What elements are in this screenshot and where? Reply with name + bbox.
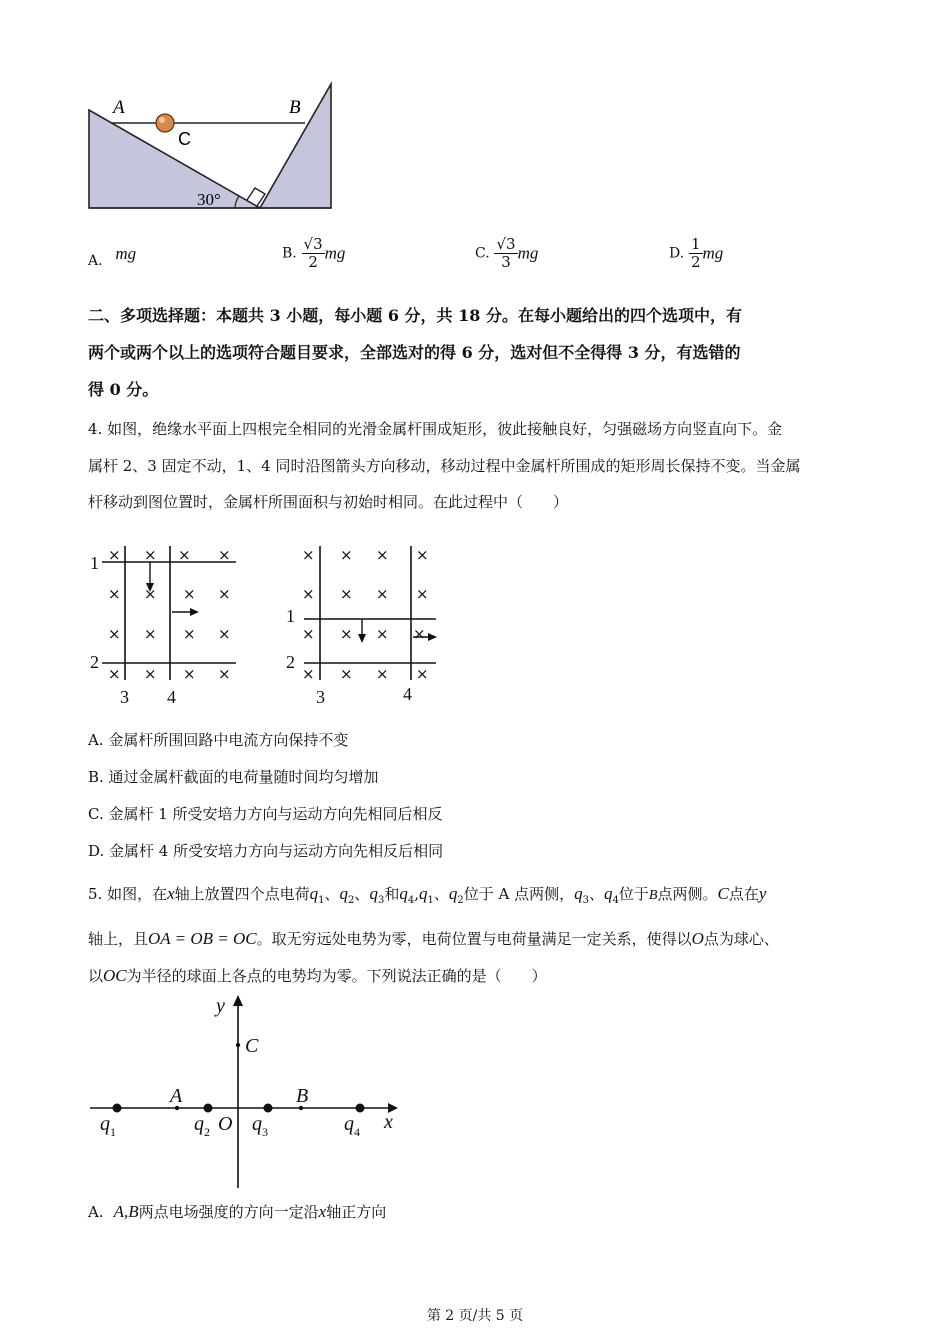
svg-text:×: × bbox=[340, 665, 353, 683]
svg-text:×: × bbox=[376, 665, 389, 683]
svg-text:×: × bbox=[218, 665, 231, 683]
charge-q4 bbox=[356, 1104, 365, 1113]
charge-q3 bbox=[264, 1104, 273, 1113]
svg-text:×: × bbox=[183, 585, 196, 603]
q4-option-a[interactable]: A. 金属杆所围回路中电流方向保持不变 bbox=[88, 731, 349, 749]
svg-text:×: × bbox=[108, 546, 121, 564]
svg-text:×: × bbox=[218, 585, 231, 603]
svg-text:×: × bbox=[376, 546, 389, 564]
q5-option-a[interactable]: A. A,B两点电场强度的方向一定沿x轴正方向 bbox=[88, 1202, 387, 1221]
svg-text:×: × bbox=[416, 665, 429, 683]
q4-option-c[interactable]: C. 金属杆 1 所受安培力方向与运动方向先相同后相反 bbox=[88, 805, 443, 823]
svg-text:B: B bbox=[296, 1085, 309, 1107]
q3-option-a[interactable]: A. mg bbox=[88, 244, 137, 269]
label-a: A bbox=[113, 97, 125, 118]
label-c: C bbox=[178, 129, 191, 149]
svg-text:2: 2 bbox=[286, 652, 295, 672]
svg-text:×: × bbox=[144, 625, 157, 643]
ball bbox=[156, 114, 174, 132]
svg-text:3: 3 bbox=[120, 687, 129, 707]
left-wedge bbox=[89, 110, 260, 208]
svg-text:×: × bbox=[340, 625, 353, 643]
option-c-fraction: $\frac{√3}{3}$ bbox=[496, 235, 516, 271]
label-angle: 30° bbox=[197, 190, 221, 209]
charge-q2 bbox=[204, 1104, 213, 1113]
svg-text:×: × bbox=[183, 625, 196, 643]
svg-text:×: × bbox=[302, 625, 315, 643]
svg-text:×: × bbox=[218, 546, 231, 564]
svg-text:C: C bbox=[245, 1035, 259, 1057]
q5-line1: 5. 如图，在x轴上放置四个点电荷$q_1$、$q_2$、$q_3$和$q_4,q_1$、$q_2$位于 A 点两侧，$q_3$、$q_4$位于B点两侧。C点在y bbox=[88, 884, 767, 906]
rods-figure bbox=[88, 540, 448, 710]
svg-text:2: 2 bbox=[204, 1125, 210, 1139]
q3-option-c[interactable]: C. $\frac{√3}{3}$ mg bbox=[475, 235, 539, 271]
q3-option-d[interactable]: D. $\frac{1}{2}$ mg bbox=[669, 235, 724, 271]
q4-option-b[interactable]: B. 通过金属杆截面的电荷量随时间均匀增加 bbox=[88, 768, 379, 786]
point-c bbox=[236, 1043, 240, 1047]
svg-text:×: × bbox=[413, 625, 426, 643]
q5-line2: 轴上，且OA = OB = OC。取无穷远处电势为零，电荷位置与电荷量满足一定关系，使得以O点为球心、 bbox=[88, 929, 779, 948]
svg-text:×: × bbox=[183, 665, 196, 683]
svg-text:×: × bbox=[376, 585, 389, 603]
svg-text:O: O bbox=[218, 1113, 233, 1135]
svg-text:×: × bbox=[218, 625, 231, 643]
svg-text:1: 1 bbox=[110, 1125, 116, 1139]
svg-text:×: × bbox=[302, 665, 315, 683]
svg-text:x: x bbox=[384, 1111, 393, 1133]
svg-text:q: q bbox=[252, 1113, 262, 1135]
svg-text:2: 2 bbox=[90, 652, 99, 672]
page-footer: 第 2 页/共 5 页 bbox=[426, 1308, 524, 1324]
svg-text:×: × bbox=[302, 585, 315, 603]
incline-figure bbox=[85, 80, 340, 215]
svg-text:3: 3 bbox=[262, 1125, 268, 1139]
svg-text:×: × bbox=[108, 665, 121, 683]
svg-text:×: × bbox=[144, 585, 157, 603]
charge-q1 bbox=[113, 1104, 122, 1113]
svg-text:y: y bbox=[216, 995, 225, 1017]
q4-line3: 杆移动到图位置时，金属杆所围面积与初始时相同。在此过程中（ ） bbox=[88, 493, 569, 511]
label-b: B bbox=[289, 97, 301, 118]
rods-initial bbox=[90, 546, 236, 707]
q4-option-d[interactable]: D. 金属杆 4 所受安培力方向与运动方向先相反后相同 bbox=[88, 842, 444, 860]
svg-text:×: × bbox=[108, 585, 121, 603]
option-b-fraction: $\frac{√3}{2}$ bbox=[303, 235, 323, 271]
section2-line2: 两个或两个以上的选项符合题目要求，全部选对的得 6 分，选对但不全得得 3 分，有选错的 bbox=[88, 343, 741, 362]
svg-text:q: q bbox=[344, 1113, 354, 1135]
svg-text:q: q bbox=[100, 1113, 110, 1135]
svg-text:3: 3 bbox=[316, 687, 325, 707]
svg-text:1: 1 bbox=[90, 553, 99, 573]
q5-line3: 以OC为半径的球面上各点的电势均为零。下列说法正确的是（ ） bbox=[88, 966, 547, 985]
svg-text:×: × bbox=[302, 546, 315, 564]
svg-text:q: q bbox=[194, 1113, 204, 1135]
svg-text:A: A bbox=[170, 1085, 183, 1107]
svg-text:4: 4 bbox=[167, 687, 176, 707]
svg-text:1: 1 bbox=[286, 606, 295, 626]
svg-text:4: 4 bbox=[354, 1125, 360, 1139]
svg-text:×: × bbox=[108, 625, 121, 643]
svg-text:×: × bbox=[178, 546, 191, 564]
charges-axis-figure bbox=[88, 990, 408, 1190]
svg-text:×: × bbox=[340, 585, 353, 603]
section2-line1: 二、多项选择题：本题共 3 小题，每小题 6 分，共 18 分。在每小题给出的四个选项中，有 bbox=[88, 306, 742, 325]
option-a-math: mg bbox=[115, 244, 137, 263]
q4-line1: 4. 如图，绝缘水平面上四根完全相同的光滑金属杆围成矩形，彼此接触良好，匀强磁场方向竖直向下。金 bbox=[88, 420, 783, 438]
svg-text:4: 4 bbox=[403, 684, 412, 704]
svg-text:×: × bbox=[376, 625, 389, 643]
rods-final bbox=[286, 546, 437, 707]
section2-line3: 得 0 分。 bbox=[88, 380, 159, 399]
option-d-fraction: $\frac{1}{2}$ bbox=[690, 235, 701, 271]
svg-text:×: × bbox=[144, 546, 157, 564]
svg-text:×: × bbox=[340, 546, 353, 564]
q4-line2: 属杆 2、3 固定不动，1、4 同时沿图箭头方向移动，移动过程中金属杆所围成的矩形周长保持不变。当金属 bbox=[88, 457, 801, 475]
svg-text:×: × bbox=[416, 585, 429, 603]
svg-text:×: × bbox=[144, 665, 157, 683]
q3-option-b[interactable]: B. $\frac{√3}{2}$ mg bbox=[282, 235, 346, 271]
svg-text:×: × bbox=[416, 546, 429, 564]
